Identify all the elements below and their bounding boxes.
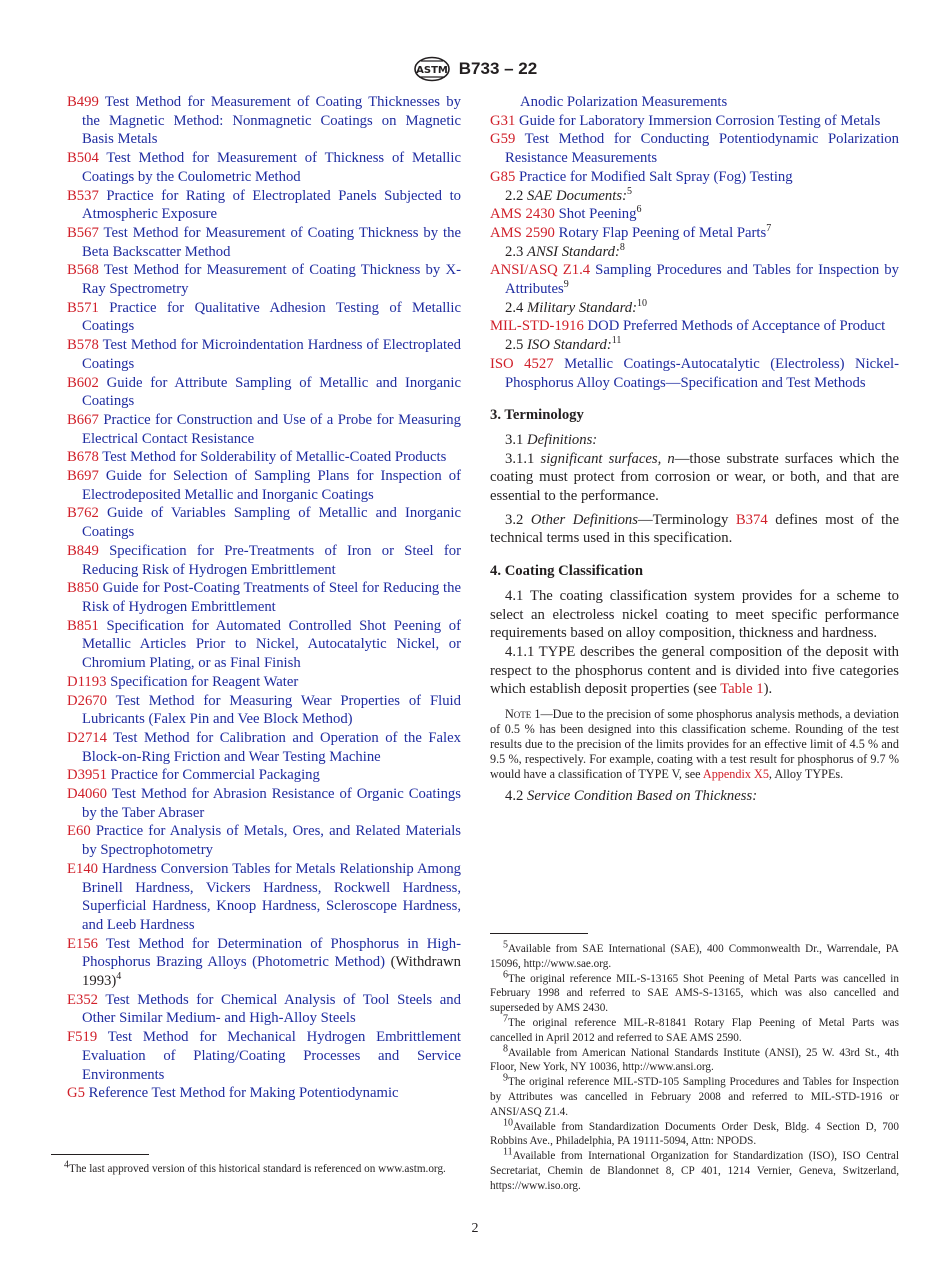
reference-title-link[interactable]: DOD Preferred Methods of Acceptance of Product	[587, 318, 886, 335]
reference-title-link[interactable]: Test Method for Measuring Wear Properties of Fluid Lubricants (Falex Pin and Vee Block Method)	[82, 692, 461, 728]
reference-title-link[interactable]: Specification for Automated Controlled Shot Peening of Metallic Articles Prior to Nickel, Autocatalytic Nickel, or Chromium Plating, or as Final Finish	[82, 617, 461, 672]
page-header	[0, 56, 950, 82]
terminology-3-1-1: 3.1.1 significant surfaces, n—those substrate surfaces which the coating must protect from corrosion or wear, or both, and that are essential to the performance.	[490, 450, 900, 505]
reference-title-link[interactable]: Practice for Rating of Electroplated Panels Subjected to Atmospheric Exposure	[82, 187, 461, 223]
reference-item	[67, 1084, 461, 1103]
footnote: $^7$The original reference MIL-R-81841 Rotary Flap Peening of Metal Parts was cancelled in April 2012 and referred to SAE AMS 2590.	[490, 1013, 899, 1044]
footnote: $^4$The last approved version of this historical standard is referenced on www.astm.org.	[64, 1159, 446, 1175]
reference-title-link[interactable]: Guide for Attribute Sampling of Metallic and Inorganic Coatings	[82, 374, 461, 410]
reference-item	[67, 261, 461, 298]
reference-code-link[interactable]: B667	[67, 411, 99, 428]
reference-title-link[interactable]: Practice for Construction and Use of a Probe for Measuring Electrical Contact Resistance	[82, 411, 461, 447]
footnote-marker: 8	[619, 241, 625, 253]
reference-title-link[interactable]: Anodic Polarization Measurements	[520, 94, 728, 110]
reference-code-link[interactable]: D4060	[67, 786, 107, 803]
footnote: $^6$The original reference MIL-S-13165 Shot Peening of Metal Parts was cancelled in February 1998 and referred to SAE AMS-S-13165, which was also cancelled and superseded by AMS 2430.	[490, 968, 899, 1015]
reference-title-link[interactable]: Guide for Laboratory Immersion Corrosion Testing of Metals	[518, 112, 881, 129]
reference-code-link[interactable]: E140	[67, 860, 99, 877]
classification-4-1: 4.1 The coating classification system provides for a scheme to select an electroless nickel coating to meet specific performance requirements based on alloy composition, thickness and hardness.	[490, 587, 899, 642]
reference-title-link[interactable]: Guide of Variables Sampling of Metallic and Inorganic Coatings	[82, 505, 461, 541]
reference-code-link[interactable]: B504	[67, 150, 99, 167]
footnote: $^9$The original reference MIL-STD-105 Sampling Procedures and Tables for Inspection by Attributes was cancelled in February 2008 and referred to MIL-STD-1916 or ANSI/ASQ Z1.4.	[490, 1072, 899, 1118]
table-1-link[interactable]: Table 1	[720, 681, 764, 698]
reference-item	[67, 935, 461, 991]
reference-item	[67, 299, 461, 336]
reference-code-link[interactable]: F519	[67, 1029, 98, 1046]
document-designation: B733 – 22	[458, 59, 538, 78]
reference-item	[67, 617, 461, 673]
reference-title-link[interactable]: Rotary Flap Peening of Metal Parts	[558, 224, 767, 241]
reference-item	[67, 822, 461, 859]
footnote: $^8$Available from American National Standards Institute (ANSI), 25 W. 43rd St., 4th Floor, New York, NY 10036, http://www.ansi.org.	[490, 1042, 899, 1074]
reference-code-link[interactable]: MIL-STD-1916	[490, 318, 584, 335]
reference-code-link[interactable]: B697	[67, 468, 99, 485]
reference-code-link[interactable]: B602	[67, 374, 99, 391]
footnote-marker: 10	[637, 297, 648, 309]
reference-title-link[interactable]: Test Method for Determination of Phosphorus in High-Phosphorus Brazing Alloys (Photometric Method)	[82, 935, 461, 971]
classification-4-1-1: 4.1.1 TYPE describes the general composition of the deposit with respect to the phosphorus content and is divided into five categories which establish deposit properties (see Table 1).	[490, 643, 899, 698]
right-column	[490, 93, 899, 805]
astm-logo-icon	[413, 56, 451, 82]
reference-item	[490, 205, 899, 224]
reference-code-link[interactable]: D1193	[67, 673, 107, 690]
reference-item	[490, 112, 899, 131]
reference-title-link[interactable]: Test Method for Mechanical Hydrogen Embrittlement Evaluation of Plating/Coating Processes and Service Environments	[82, 1029, 461, 1083]
reference-title-link[interactable]: Test Method for Measurement of Thickness of Metallic Coatings by the Coulometric Method	[82, 150, 461, 185]
footnote: $^{10}$Available from Standardization Documents Order Desk, Bldg. 4 Section D, 700 Robbins Ave., Philadelphia, PA 19111-5094, Attn: NPODS.	[490, 1116, 899, 1148]
terminology-3-1: 3.1 Definitions:	[505, 431, 598, 448]
left-column	[67, 93, 461, 1103]
reference-title-link[interactable]: Test Method for Calibration and Operation of the Falex Block-on-Ring Friction and Wear Testing Machine	[82, 729, 461, 765]
reference-item	[67, 1028, 461, 1084]
reference-code-link[interactable]: G59	[490, 131, 516, 148]
reference-item	[67, 411, 461, 448]
footnote-marker: 7	[766, 223, 772, 235]
reference-code-link[interactable]: B567	[67, 224, 99, 241]
reference-item	[490, 130, 899, 167]
reference-code-link[interactable]: G5	[67, 1085, 85, 1102]
reference-item	[490, 317, 899, 336]
reference-title-link[interactable]: Test Method for Microindentation Hardness of Electroplated Coatings	[82, 337, 461, 372]
reference-item	[490, 93, 899, 112]
reference-title-link[interactable]: Test Method for Measurement of Coating Thickness by the Beta Backscatter Method	[82, 224, 461, 260]
reference-title-link[interactable]: Test Method for Conducting Potentiodynamic Polarization Resistance Measurements	[505, 131, 899, 167]
subsection-heading: 2.4 Military Standard:$^{10}$	[505, 297, 648, 316]
reference-item	[67, 860, 461, 935]
reference-item	[67, 729, 461, 766]
footnote-marker: 6	[636, 204, 642, 216]
page-number: 2	[471, 1221, 479, 1236]
svg-text:ASTM: ASTM	[415, 65, 448, 76]
reference-code-link[interactable]: D2670	[67, 692, 107, 709]
reference-code-link[interactable]: G85	[490, 168, 516, 185]
footnote-rule-right	[490, 933, 588, 934]
reference-code-link[interactable]: E352	[67, 991, 99, 1008]
reference-item	[67, 579, 461, 616]
classification-heading: 4. Coating Classification	[490, 563, 643, 580]
reference-item	[67, 93, 461, 149]
reference-status: (Withdrawn 1993)	[82, 954, 461, 990]
reference-item	[67, 766, 461, 785]
reference-code-link[interactable]: G31	[490, 112, 516, 129]
reference-code-link[interactable]: B578	[67, 337, 99, 354]
reference-title-link[interactable]: Guide for Selection of Sampling Plans for Inspection of Electrodeposited Metallic and Inorganic Coatings	[82, 468, 462, 503]
reference-item	[67, 448, 461, 467]
reference-title-link[interactable]: Metallic Coatings-Autocatalytic (Electroless) Nickel-Phosphorus Alloy Coatings—Specification and Test Methods	[505, 355, 900, 391]
right-reference-list	[490, 93, 899, 187]
subsection-heading: 2.2 SAE Documents:$^5$	[505, 185, 632, 204]
reference-item	[67, 673, 461, 692]
terminology-3-2: 3.2 Other Definitions—Terminology B374 defines most of the technical terms used in this specification.	[490, 511, 900, 547]
reference-item	[67, 467, 461, 504]
b374-link[interactable]: B374	[735, 511, 768, 528]
footnote-marker: 4	[116, 971, 122, 983]
reference-item	[67, 692, 461, 729]
reference-code-link[interactable]: D2714	[67, 729, 107, 746]
reference-code-link[interactable]: B850	[67, 580, 99, 597]
appendix-x5-link[interactable]: Appendix X5	[702, 767, 769, 782]
reference-title-link[interactable]: Test Method for Solderability of Metallic-Coated Products	[102, 449, 447, 466]
classification-4-2: 4.2 Service Condition Based on Thickness:	[505, 787, 758, 804]
reference-title-link[interactable]: Practice for Commercial Packaging	[110, 767, 320, 784]
reference-code-link[interactable]: B851	[67, 617, 99, 634]
reference-code-link[interactable]: AMS 2590	[490, 224, 555, 241]
reference-code-link[interactable]: B568	[67, 262, 99, 279]
subsection-heading: 2.5 ISO Standard:$^{11}$	[505, 335, 622, 354]
note-1: Note 1—Due to the precision of some phosphorus analysis methods, a deviation of 0.5 % has been designed into this classification scheme. Rounding of the test results due to the precision of the limits provides for an effective limit of 4.5 % and 9.5 %, respectively. For example, coating with a test result for phosphorus of 9.7 % would have a classification of TYPE V, see Appendix X5, Alloy TYPEs.	[490, 707, 899, 782]
reference-item	[67, 785, 461, 822]
footnote-marker: 5	[626, 185, 632, 197]
reference-code-link[interactable]: E60	[67, 823, 91, 840]
reference-code-link[interactable]: B571	[67, 299, 99, 316]
reference-title-link[interactable]: Test Method for Abrasion Resistance of Organic Coatings by the Taber Abraser	[82, 786, 461, 821]
reference-item	[67, 991, 461, 1028]
reference-code-link[interactable]: B762	[67, 505, 99, 522]
footnote: $^{11}$Available from International Organization for Standardization (ISO), ISO Central Secretariat, Chemin de Blandonnet 8, CP 401, 1214 Vernier, Geneva, Switzerland, https://www.iso.org.	[490, 1146, 899, 1192]
reference-item	[67, 149, 461, 186]
reference-title-link[interactable]: Hardness Conversion Tables for Metals Relationship Among Brinell Hardness, Vickers Hardness, Rockwell Hardness, Superficial Hardness, Knoop Hardness, Scleroscope Hardness, and Leeb Hardness	[82, 860, 462, 933]
reference-item	[67, 504, 461, 541]
referenced-documents-subsections	[490, 187, 899, 393]
reference-item	[490, 224, 899, 243]
reference-title-link[interactable]: Specification for Reagent Water	[110, 673, 299, 690]
footnotes-right	[490, 939, 899, 1194]
reference-title-link[interactable]: Practice for Modified Salt Spray (Fog) Testing	[518, 168, 793, 185]
reference-item	[490, 355, 899, 392]
reference-title-link[interactable]: Practice for Analysis of Metals, Ores, and Related Materials by Spectrophotometry	[82, 823, 461, 859]
reference-title-link[interactable]: Shot Peening	[558, 206, 637, 223]
reference-code-link[interactable]: B849	[67, 542, 99, 559]
reference-code-link[interactable]: B499	[67, 94, 99, 110]
reference-item	[67, 187, 461, 224]
reference-title-link[interactable]: Guide for Post-Coating Treatments of Steel for Reducing the Risk of Hydrogen Embrittlement	[82, 580, 462, 615]
footnote-marker: 9	[563, 279, 569, 291]
reference-code-link[interactable]: D3951	[67, 767, 107, 784]
footnote: $^5$Available from SAE International (SAE), 400 Commonwealth Dr., Warrendale, PA 15096, http://www.sae.org.	[490, 939, 899, 970]
terminology-heading: 3. Terminology	[490, 407, 584, 424]
reference-code-link[interactable]: ANSI/ASQ Z1.4	[490, 262, 591, 279]
reference-item	[67, 224, 461, 261]
reference-title-link[interactable]: Reference Test Method for Making Potentiodynamic	[88, 1085, 399, 1102]
reference-title-link[interactable]: Test Method for Measurement of Coating Thicknesses by the Magnetic Method: Nonmagnetic Coatings on Magnetic Basis Metals	[82, 94, 461, 148]
reference-item	[490, 261, 899, 298]
reference-code-link[interactable]: AMS 2430	[490, 206, 555, 223]
reference-code-link[interactable]: B678	[67, 449, 99, 466]
subsection-heading: 2.3 ANSI Standard:$^8$	[505, 241, 625, 260]
footnotes-left	[51, 1159, 461, 1177]
reference-item	[67, 374, 461, 411]
reference-title-link[interactable]: Specification for Pre-Treatments of Iron or Steel for Reducing Risk of Hydrogen Embrittlement	[82, 542, 461, 578]
reference-code-link[interactable]: E156	[67, 935, 99, 952]
reference-title-link[interactable]: Sampling Procedures and Tables for Inspection by Attributes	[505, 262, 899, 298]
reference-item	[67, 336, 461, 373]
reference-code-link[interactable]: ISO 4527	[490, 355, 554, 372]
reference-code-link[interactable]: B537	[67, 187, 99, 204]
footnote-rule-left	[51, 1154, 149, 1155]
reference-title-link[interactable]: Practice for Qualitative Adhesion Testing of Metallic Coatings	[82, 299, 461, 335]
reference-title-link[interactable]: Test Methods for Chemical Analysis of Tool Steels and Other Similar Medium- and High-Alloy Steels	[82, 991, 461, 1027]
reference-title-link[interactable]: Test Method for Measurement of Coating Thickness by X-Ray Spectrometry	[82, 262, 461, 298]
footnote-marker: 11	[611, 335, 622, 347]
reference-item	[67, 542, 461, 579]
reference-item	[490, 168, 899, 187]
